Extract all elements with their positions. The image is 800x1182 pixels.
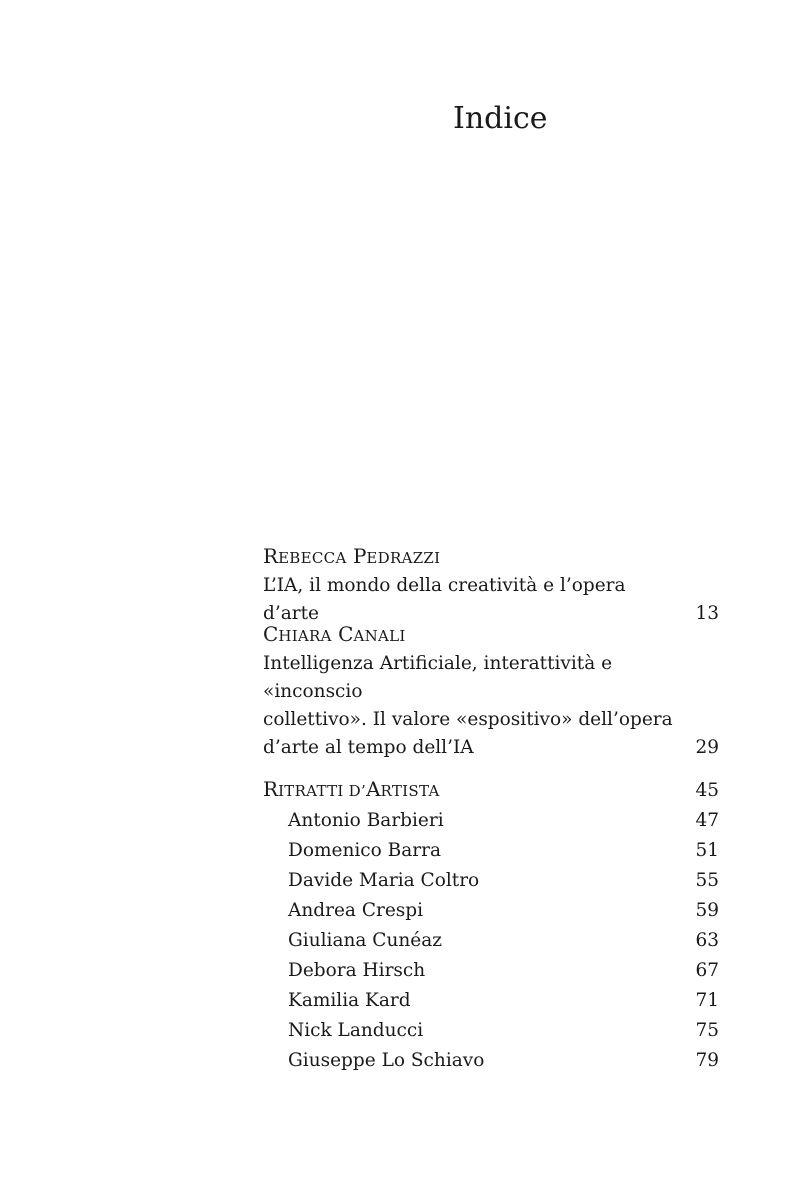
artist-entry[interactable] [288, 926, 719, 956]
toc-section-ritratti[interactable] [263, 775, 719, 805]
artist-name: Giuseppe Lo Schiavo [288, 1050, 485, 1071]
artist-entry[interactable] [288, 956, 719, 986]
entry-page-number: 13 [695, 603, 719, 624]
artist-entry[interactable] [288, 986, 719, 1016]
artist-page-number: 67 [695, 960, 719, 981]
artist-name: Davide Maria Coltro [288, 870, 480, 891]
entry-author: CHIARA CANALI [263, 622, 406, 646]
toc-entry-essay-1[interactable] [263, 542, 719, 628]
artist-name: Domenico Barra [288, 840, 442, 861]
artist-entry[interactable] [288, 866, 719, 896]
artist-page-number: 47 [695, 810, 719, 831]
artist-name: Andrea Crespi [288, 900, 424, 921]
artist-name: Nick Landucci [288, 1020, 424, 1041]
artist-page-number: 79 [695, 1050, 719, 1071]
page-title: Indice [453, 101, 548, 136]
artist-page-number: 63 [695, 930, 719, 951]
section-page-number: 45 [695, 780, 719, 801]
entry-title: L’IA, il mondo della creatività e l’opera d’arte [263, 575, 626, 624]
artist-entry[interactable] [288, 836, 719, 866]
artist-entry[interactable] [288, 896, 719, 926]
artist-name: Debora Hirsch [288, 960, 426, 981]
artist-entry[interactable] [288, 806, 719, 836]
artist-name: Giuliana Cunéaz [288, 930, 443, 951]
artist-page-number: 71 [695, 990, 719, 1011]
entry-title: Intelligenza Artificiale, interattività e «inconscio collettivo». Il valore «espositivo» dell’opera d’arte al tempo dell’IA [263, 653, 673, 758]
artist-name: Antonio Barbieri [288, 810, 444, 831]
section-title: RITRATTI D’ARTISTA [263, 777, 440, 801]
entry-page-number: 29 [695, 737, 719, 758]
artist-page-number: 51 [695, 840, 719, 861]
entry-author: REBECCA PEDRAZZI [263, 544, 441, 568]
artist-list [263, 806, 719, 1076]
artist-name: Kamilia Kard [288, 990, 411, 1011]
artist-page-number: 59 [695, 900, 719, 921]
artist-entry[interactable] [288, 1046, 719, 1076]
artist-page-number: 75 [695, 1020, 719, 1041]
toc-entry-essay-2[interactable] [263, 620, 719, 762]
artist-page-number: 55 [695, 870, 719, 891]
artist-entry[interactable] [288, 1016, 719, 1046]
